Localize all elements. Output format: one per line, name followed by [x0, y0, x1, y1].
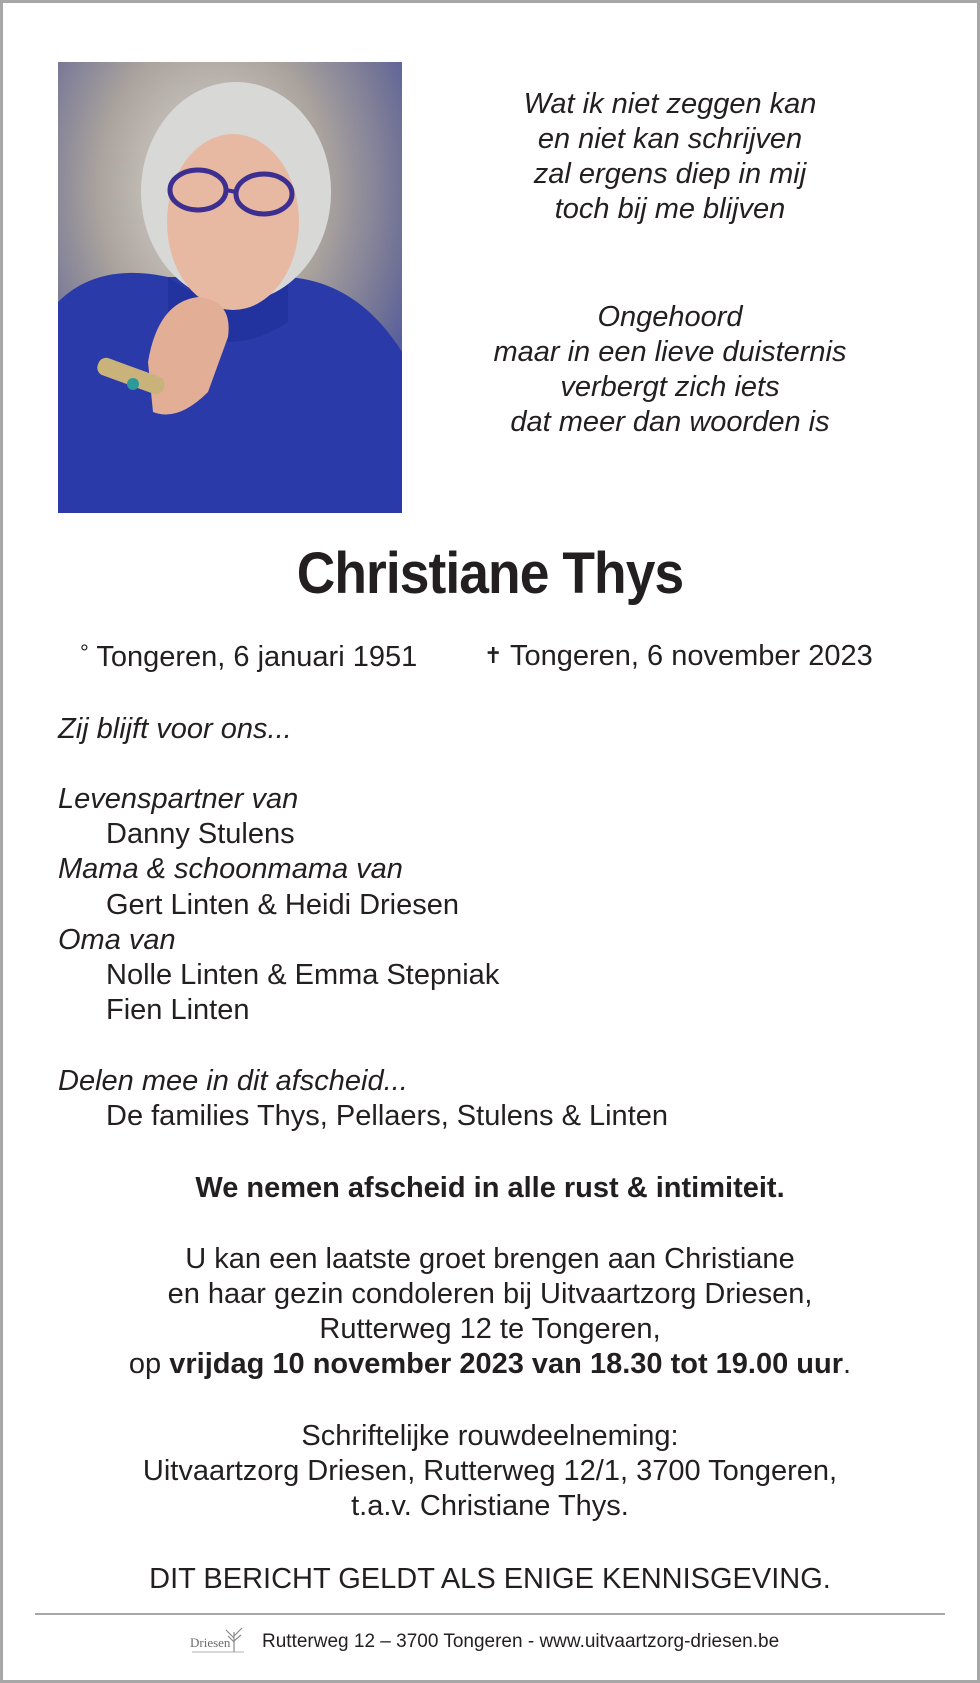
poem-line: Wat ik niet zeggen kan — [523, 88, 817, 120]
poem-line: dat meer dan woorden is — [510, 406, 830, 438]
relation-name: Fien Linten — [106, 994, 250, 1026]
condolence-line: t.a.v. Christiane Thys. — [351, 1490, 629, 1522]
divider — [35, 1613, 945, 1615]
poem-line: Ongehoord — [597, 301, 743, 333]
relation-name: Gert Linten & Heidi Driesen — [106, 889, 459, 921]
poem-line: en niet kan schrijven — [537, 123, 803, 155]
poem-stanza-2 — [440, 300, 900, 440]
condolence-line: Uitvaartzorg Driesen, Rutterweg 12/1, 3700 Tongeren, — [142, 1455, 838, 1487]
visit-line: Rutterweg 12 te Tongeren, — [319, 1313, 661, 1345]
relation-role: Levenspartner van — [58, 783, 299, 815]
birth-info — [80, 640, 417, 674]
birth-text: Tongeren, 6 januari 1951 — [96, 641, 418, 673]
poem-line: verbergt zich iets — [560, 371, 780, 403]
relation-role: Oma van — [58, 924, 176, 956]
share-role: Delen mee in dit afscheid... — [58, 1065, 408, 1097]
share-name: De families Thys, Pellaers, Stulens & Linten — [106, 1100, 669, 1132]
cross-icon: ✝ — [484, 643, 503, 668]
visit-prefix: op — [128, 1348, 170, 1380]
footer-address: Rutterweg 12 – 3700 Tongeren - www.uitvaartzorg-driesen.be — [262, 1631, 780, 1652]
visit-line: en haar gezin condoleren bij Uitvaartzorg Driesen, — [167, 1278, 813, 1310]
notice-text: DIT BERICHT GELDT ALS ENIGE KENNISGEVING. — [149, 1563, 831, 1595]
portrait-photo — [58, 62, 402, 513]
relation-role: Mama & schoonmama van — [58, 853, 403, 885]
death-text: Tongeren, 6 november 2023 — [509, 640, 873, 672]
birth-symbol: ° — [80, 640, 89, 665]
relation-name: Nolle Linten & Emma Stepniak — [106, 959, 500, 991]
relation-name: Danny Stulens — [106, 818, 295, 850]
logo-text: Driesen — [190, 1635, 231, 1650]
poem-line: maar in een lieve duisternis — [493, 336, 847, 368]
death-info — [484, 640, 873, 673]
deceased-name: Christiane Thys — [296, 541, 684, 606]
visit-line-datetime — [0, 1348, 980, 1381]
visit-datetime: vrijdag 10 november 2023 van 18.30 tot 19.00 uur — [169, 1348, 844, 1380]
condolence-line: Schriftelijke rouwdeelneming: — [301, 1420, 679, 1452]
poem-line: zal ergens diep in mij — [533, 158, 807, 190]
intro-line: Zij blijft voor ons... — [58, 713, 292, 745]
visit-line: U kan een laatste groet brengen aan Christiane — [185, 1243, 795, 1275]
poem-stanza-1 — [440, 87, 900, 227]
driesen-logo — [188, 1622, 248, 1660]
farewell-text: We nemen afscheid in alle rust & intimiteit. — [195, 1172, 785, 1204]
poem-line: toch bij me blijven — [554, 193, 786, 225]
visit-suffix: . — [843, 1348, 852, 1380]
